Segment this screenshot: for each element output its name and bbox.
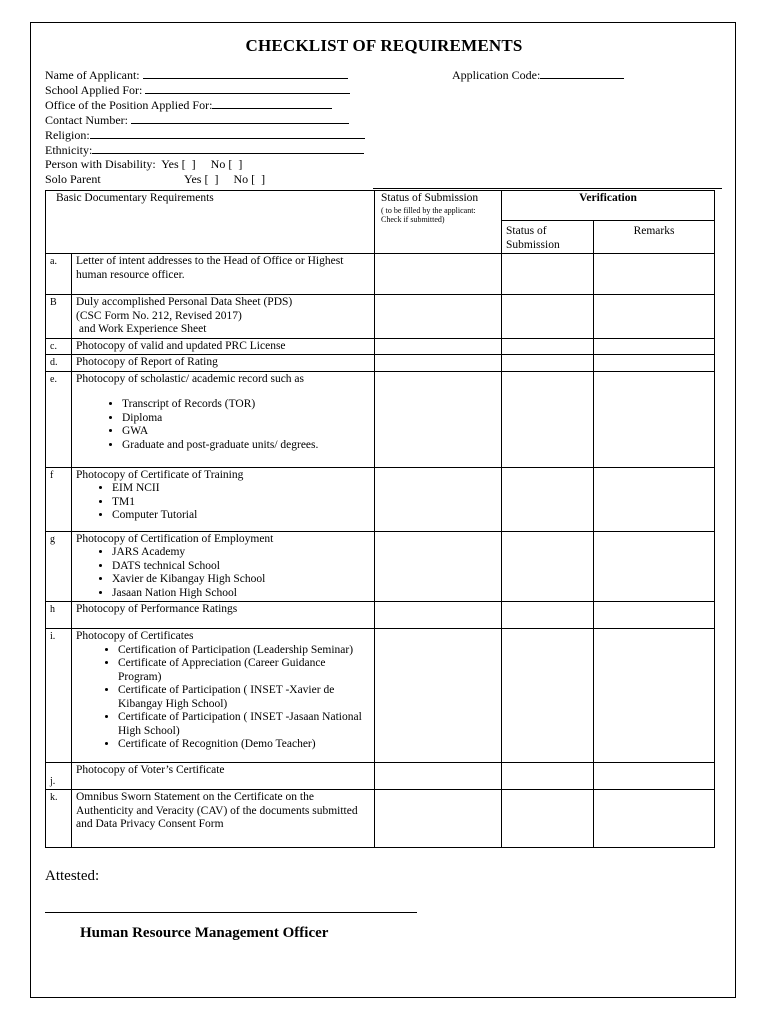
status-cell[interactable] [375, 295, 502, 339]
table-row [46, 338, 715, 355]
table-row [46, 790, 715, 848]
bullet-list [76, 398, 370, 452]
table-row [46, 467, 715, 531]
row-letter: c. [46, 338, 72, 355]
status-cell[interactable] [375, 531, 502, 602]
header-status-note-2: Check if submitted) [381, 214, 445, 224]
remarks-cell[interactable] [594, 295, 715, 339]
header-basic-requirements: Basic Documentary Requirements [46, 191, 375, 254]
remarks-cell[interactable] [594, 355, 715, 372]
row-requirement: Photocopy of Certificates • Certification of Participation (Leadership Seminar) • Certificate of Appreciation (Career Guidance Program) • Certificate of Participation ( INSET -Xavier de Kibangay High School) • Certificate of Participation ( INSET -Jasaan National High School) • Certificate of Recognition (Demo Teacher) [72, 629, 375, 763]
applicant-name-field[interactable] [45, 67, 348, 83]
bullet-list [76, 482, 370, 523]
status-cell[interactable] [375, 790, 502, 848]
status-cell[interactable] [375, 338, 502, 355]
row-letter: k. [46, 790, 72, 848]
list-item: • Jasaan Nation High School [112, 587, 370, 601]
list-item: • Computer Tutorial [112, 509, 370, 523]
status-cell[interactable] [375, 629, 502, 763]
row-letter: g [46, 531, 72, 602]
row-letter: a. [46, 254, 72, 295]
remarks-cell[interactable] [594, 371, 715, 467]
list-item: • Certificate of Participation ( INSET -Xavier de Kibangay High School) [118, 684, 370, 711]
table-row [46, 295, 715, 339]
row-requirement: Omnibus Sworn Statement on the Certificate on the Authenticity and Veracity (CAV) of the documents submitted and Data Privacy Consent Form [72, 790, 375, 848]
status-cell[interactable] [375, 371, 502, 467]
bullet-list [76, 546, 370, 600]
list-item: • JARS Academy [112, 546, 370, 560]
row-requirement: Photocopy of scholastic/ academic record such as • Transcript of Records (TOR) • Diploma • GWA • Graduate and post-graduate units/ degrees. [72, 371, 375, 467]
list-item: • Certificate of Recognition (Demo Teacher) [118, 738, 370, 752]
table-row [46, 355, 715, 372]
remarks-cell[interactable] [594, 338, 715, 355]
solo-parent-label: Solo Parent [45, 172, 101, 186]
remarks-cell[interactable] [594, 629, 715, 763]
remarks-cell[interactable] [594, 467, 715, 531]
list-item: • DATS technical School [112, 560, 370, 574]
row-requirement: Photocopy of valid and updated PRC License [72, 338, 375, 355]
header-status-of-submission: Status of Submission ( to be filled by the applicant: Check if submitted) [375, 191, 502, 254]
row-letter: i. [46, 629, 72, 763]
row-requirement: Photocopy of Certification of Employment • JARS Academy • DATS technical School • Xavier de Kibangay High School • Jasaan Nation High School [72, 531, 375, 602]
list-item: • Diploma [122, 412, 370, 426]
remarks-cell[interactable] [594, 790, 715, 848]
status-cell[interactable] [375, 602, 502, 629]
office-position-field[interactable] [45, 97, 332, 113]
status-cell[interactable] [375, 355, 502, 372]
verify-status-cell[interactable] [502, 338, 594, 355]
remarks-cell[interactable] [594, 531, 715, 602]
list-item: • Certificate of Participation ( INSET -Jasaan National High School) [118, 711, 370, 738]
contact-number-field[interactable] [45, 112, 349, 128]
table-row [46, 371, 715, 467]
officer-title: Human Resource Management Officer [80, 925, 329, 941]
table-row [46, 602, 715, 629]
verify-status-cell[interactable] [502, 371, 594, 467]
pwd-field[interactable]: Person with Disability: Yes [ ] No [ ] [45, 157, 243, 171]
ethnicity-field[interactable] [45, 142, 364, 158]
verify-status-cell[interactable] [502, 355, 594, 372]
row-letter: e. [46, 371, 72, 467]
remarks-cell[interactable] [594, 602, 715, 629]
school-applied-label: School Applied For: [45, 83, 143, 97]
list-item: • Certificate of Appreciation (Career Guidance Program) [118, 657, 370, 684]
ethnicity-label: Ethnicity: [45, 143, 93, 157]
divider [373, 188, 722, 189]
header-status-note-1: ( to be filled by the applicant: [381, 205, 476, 215]
list-item: • Graduate and post-graduate units/ degrees. [122, 439, 370, 453]
applicant-name-label: Name of Applicant: [45, 68, 140, 82]
list-item: • Transcript of Records (TOR) [122, 398, 370, 412]
header-verify-status: Status of Submission [502, 221, 594, 254]
row-requirement: Photocopy of Performance Ratings [72, 602, 375, 629]
verify-status-cell[interactable] [502, 295, 594, 339]
status-cell[interactable] [375, 763, 502, 790]
verify-status-cell[interactable] [502, 790, 594, 848]
row-letter: d. [46, 355, 72, 372]
religion-label: Religion: [45, 128, 90, 142]
solo-parent-options[interactable]: Yes [ ] No [ ] [184, 172, 266, 186]
remarks-cell[interactable] [594, 763, 715, 790]
religion-field[interactable] [45, 127, 365, 143]
row-letter: f [46, 467, 72, 531]
application-code-label: Application Code: [452, 68, 541, 82]
school-applied-field[interactable] [45, 82, 350, 98]
bullet-list [76, 644, 370, 752]
table-row [46, 763, 715, 790]
row-letter: j. [46, 763, 72, 790]
signature-line[interactable] [45, 912, 417, 913]
row-requirement: Photocopy of Voter’s Certificate [72, 763, 375, 790]
row-requirement: Duly accomplished Personal Data Sheet (PDS) (CSC Form No. 212, Revised 2017) and Work Experience Sheet [72, 295, 375, 339]
application-code-field[interactable] [452, 67, 624, 83]
header-verification: Verification [502, 191, 715, 221]
verify-status-cell[interactable] [502, 467, 594, 531]
list-item: • EIM NCII [112, 482, 370, 496]
status-cell[interactable] [375, 254, 502, 295]
list-item: • Certification of Participation (Leadership Seminar) [118, 644, 370, 658]
office-position-label: Office of the Position Applied For: [45, 98, 213, 112]
contact-number-label: Contact Number: [45, 113, 128, 127]
row-requirement: Letter of intent addresses to the Head of Office or Highest human resource officer. [72, 254, 375, 295]
form-title: CHECKLIST OF REQUIREMENTS [245, 36, 523, 55]
row-letter: B [46, 295, 72, 339]
verify-status-cell[interactable] [502, 629, 594, 763]
table-row [46, 629, 715, 763]
row-letter: h [46, 602, 72, 629]
table-row [46, 531, 715, 602]
attested-label: Attested: [45, 868, 100, 884]
status-cell[interactable] [375, 467, 502, 531]
remarks-cell[interactable] [594, 254, 715, 295]
table-row [46, 254, 715, 295]
list-item: • TM1 [112, 496, 370, 510]
verify-status-cell[interactable] [502, 602, 594, 629]
row-requirement: Photocopy of Report of Rating [72, 355, 375, 372]
row-requirement: Photocopy of Certificate of Training • EIM NCII • TM1 • Computer Tutorial [72, 467, 375, 531]
header-remarks: Remarks [594, 221, 715, 254]
list-item: • Xavier de Kibangay High School [112, 573, 370, 587]
requirements-table [45, 190, 715, 848]
verify-status-cell[interactable] [502, 531, 594, 602]
verify-status-cell[interactable] [502, 763, 594, 790]
list-item: • GWA [122, 425, 370, 439]
verify-status-cell[interactable] [502, 254, 594, 295]
